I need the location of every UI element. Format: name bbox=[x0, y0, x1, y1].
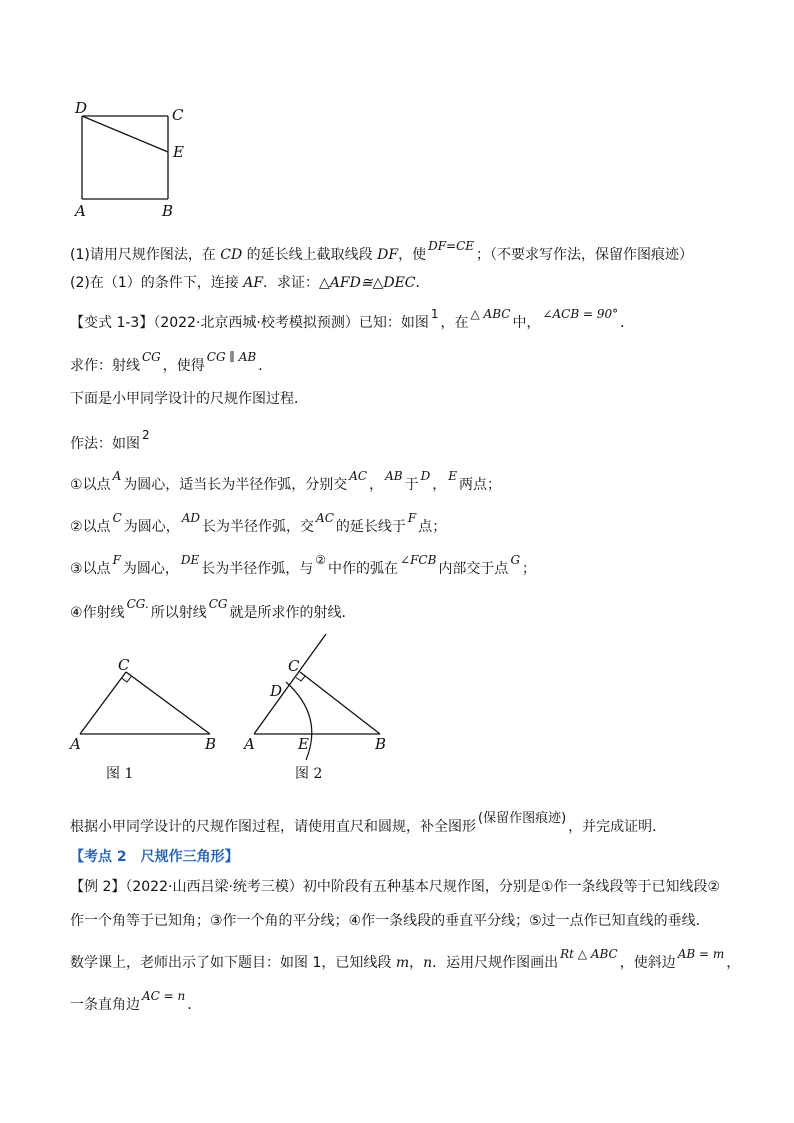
fig2-caption: 图 2 bbox=[295, 766, 323, 782]
fig2-label-E: E bbox=[298, 735, 309, 753]
example-line-3: 数学课上，老师出示了如下题目：如图 1，已知线段 m，n．运用尺规作图画出Rt △ ABC，使斜边AB = m， bbox=[70, 947, 741, 971]
step-2: ②以点C为圆心，AD长为半径作弧，交AC的延长线于F点； bbox=[70, 511, 447, 535]
square-figure bbox=[70, 98, 200, 223]
process-line: 下面是小甲同学设计的尺规作图过程． bbox=[70, 391, 308, 407]
step-1: ①以点A为圆心，适当长为半径作弧，分别交AC，AB于D，E两点； bbox=[70, 469, 501, 493]
step-4: ④作射线CG.所以射线CG就是所求作的射线． bbox=[70, 597, 356, 621]
label-A: A bbox=[75, 202, 86, 220]
label-B: B bbox=[162, 202, 174, 220]
label-E: E bbox=[173, 143, 184, 161]
fig2-label-C: C bbox=[288, 657, 300, 675]
fig2-label-B: B bbox=[375, 735, 387, 753]
figure-2 bbox=[240, 630, 400, 787]
label-C: C bbox=[172, 106, 184, 124]
fig1-label-C: C bbox=[118, 656, 130, 674]
goal-line: 求作：射线CG，使得CG ∥ AB． bbox=[70, 350, 273, 374]
example-line-2: 作一个角等于已知角；③作一个角的平分线；④作一条线段的垂直平分线；⑤过一点作已知直线的垂线． bbox=[70, 913, 710, 929]
figure-1 bbox=[68, 652, 228, 787]
step-3: ③以点F为圆心，DE长为半径作弧，与②中作的弧在∠FCB内部交于点G； bbox=[70, 553, 537, 577]
variant-heading: 【变式 1-3】（2022·北京西城·校考模拟预测）已知：如图1，在△ ABC中，∠ACB = 90°． bbox=[70, 307, 635, 331]
fig2-label-A: A bbox=[244, 735, 255, 753]
label-D: D bbox=[75, 99, 88, 117]
fig2-label-D: D bbox=[270, 682, 283, 700]
section-heading: 【考点 2 尺规作三角形】 bbox=[70, 849, 239, 865]
fig1-label-A: A bbox=[70, 735, 81, 753]
example-line-4: 一条直角边AC = n． bbox=[70, 989, 202, 1013]
method-line: 作法：如图2 bbox=[70, 428, 150, 452]
example-line-1: 【例 2】（2022·山西吕梁·统考三模）初中阶段有五种基本尺规作图，分别是①作一条线段等于已知线段② bbox=[70, 879, 720, 895]
fig1-caption: 图 1 bbox=[106, 766, 134, 782]
question-1: (1)请用尺规作图法，在 CD 的延长线上截取线段 DF，使DF=CE；（不要求写作法，保留作图痕迹） bbox=[70, 239, 694, 263]
complete-line: 根据小甲同学设计的尺规作图过程，请使用直尺和圆规，补全图形(保留作图痕迹)，并完成证明． bbox=[70, 811, 667, 835]
fig1-label-B: B bbox=[205, 735, 217, 753]
question-2: (2)在（1）的条件下，连接 AF．求证：△AFD≅△DEC． bbox=[70, 275, 430, 291]
